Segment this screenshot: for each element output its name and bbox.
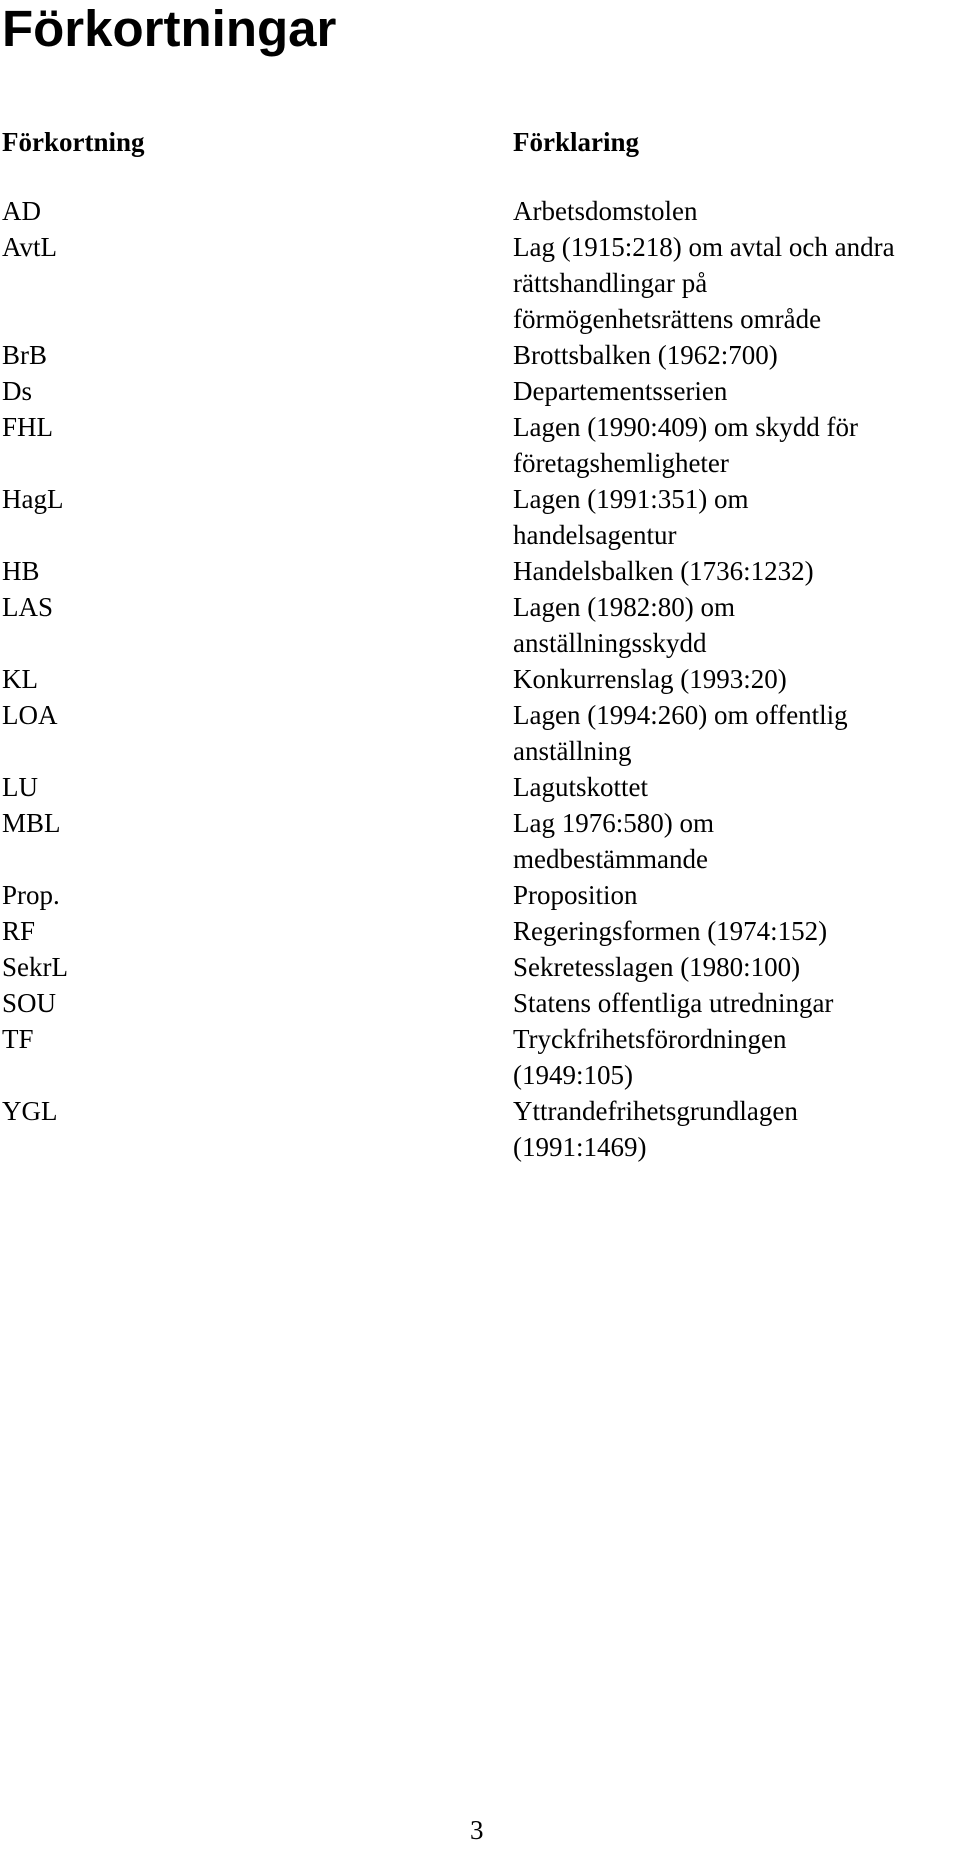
abbreviation-entry [0,805,960,877]
abbreviation-entry [0,1021,960,1093]
abbreviation-entry [0,229,960,337]
explanation-line: Departementsserien [513,376,728,406]
abbreviation-explanation [513,661,953,697]
explanation-line: Arbetsdomstolen [513,196,698,226]
explanation-line: Lag 1976:580) om [513,808,714,838]
abbreviation-explanation [513,409,953,481]
abbreviation-column-header: Förkortning [2,127,145,157]
page-number: 3 [470,1815,484,1845]
abbreviation-term: HB [2,556,40,586]
explanation-line: Regeringsformen (1974:152) [513,916,828,946]
explanation-line: Lagen (1990:409) om skydd för [513,412,858,442]
abbreviation-term: Prop. [2,880,60,910]
abbreviation-explanation [513,553,953,589]
abbreviation-term: LU [2,772,38,802]
abbreviation-entry [0,661,960,697]
explanation-column-header: Förklaring [513,127,639,157]
abbreviation-explanation [513,589,953,661]
abbreviation-term: BrB [2,340,48,370]
abbreviation-entry [0,337,960,373]
abbreviation-entry [0,985,960,1021]
abbreviation-entry [0,949,960,985]
explanation-line: medbestämmande [513,844,708,874]
abbreviation-term: RF [2,916,36,946]
abbreviation-explanation [513,985,953,1021]
explanation-line: Brottsbalken (1962:700) [513,340,778,370]
explanation-line: anställning [513,736,632,766]
explanation-line: Proposition [513,880,638,910]
abbreviation-term: AD [2,196,41,226]
abbreviation-term: KL [2,664,38,694]
explanation-line: Sekretesslagen (1980:100) [513,952,801,982]
explanation-line: Tryckfrihetsförordningen [513,1024,787,1054]
abbreviation-term: MBL [2,808,61,838]
abbreviation-entry [0,913,960,949]
abbreviation-entry [0,589,960,661]
explanation-line: Handelsbalken (1736:1232) [513,556,814,586]
abbreviation-explanation [513,805,953,877]
abbreviation-entry [0,877,960,913]
explanation-line: Lag (1915:218) om avtal och andra [513,232,895,262]
explanation-line: företagshemligheter [513,448,729,478]
abbreviation-entry [0,409,960,481]
explanation-line: Yttrandefrihetsgrundlagen [513,1096,798,1126]
abbreviation-explanation [513,769,953,805]
explanation-line: Konkurrenslag (1993:20) [513,664,787,694]
abbreviation-explanation [513,913,953,949]
abbreviation-entry [0,1093,960,1165]
abbreviation-explanation [513,337,953,373]
explanation-line: (1991:1469) [513,1132,647,1162]
abbreviation-term: YGL [2,1096,58,1126]
abbreviation-entry [0,193,960,229]
abbreviation-term: FHL [2,412,54,442]
explanation-line: Statens offentliga utredningar [513,988,834,1018]
abbreviation-explanation [513,229,953,337]
abbreviation-term: SOU [2,988,57,1018]
abbreviation-explanation [513,481,953,553]
page-title: Förkortningar [2,0,337,57]
abbreviation-term: AvtL [2,232,57,262]
explanation-line: anställningsskydd [513,628,707,658]
abbreviation-entry [0,769,960,805]
abbreviation-term: HagL [2,484,64,514]
abbreviation-explanation [513,1093,953,1165]
explanation-line: handelsagentur [513,520,677,550]
abbreviation-entry [0,373,960,409]
abbreviation-explanation [513,877,953,913]
explanation-line: Lagen (1994:260) om offentlig [513,700,848,730]
abbreviation-list [0,193,960,1165]
explanation-line: Lagen (1991:351) om [513,484,749,514]
explanation-line: rättshandlingar på [513,268,708,298]
explanation-line: Lagutskottet [513,772,648,802]
abbreviation-entry [0,481,960,553]
abbreviation-explanation [513,373,953,409]
abbreviation-explanation [513,1021,953,1093]
abbreviation-term: Ds [2,376,33,406]
abbreviation-term: LAS [2,592,54,622]
explanation-line: (1949:105) [513,1060,633,1090]
abbreviation-term: TF [2,1024,34,1054]
abbreviation-explanation [513,697,953,769]
explanation-line: förmögenhetsrättens område [513,304,822,334]
abbreviation-term: LOA [2,700,58,730]
abbreviation-explanation [513,193,953,229]
abbreviation-term: SekrL [2,952,68,982]
abbreviation-explanation [513,949,953,985]
explanation-line: Lagen (1982:80) om [513,592,735,622]
abbreviation-entry [0,553,960,589]
abbreviation-entry [0,697,960,769]
